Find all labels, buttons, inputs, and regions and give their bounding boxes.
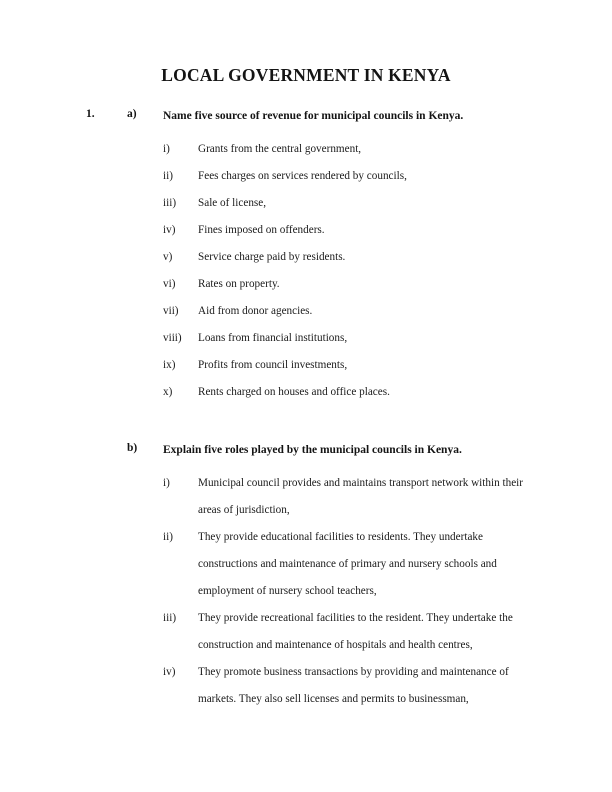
answer-item-marker: ii): [163, 170, 173, 182]
answer-item: [0, 271, 612, 298]
answer-item: [0, 659, 612, 705]
answer-item-text: Rates on property.: [198, 278, 280, 290]
answer-item-text: Loans from financial institutions,: [198, 332, 348, 344]
answer-item-text: Fees charges on services rendered by councils,: [198, 170, 407, 182]
answer-item-text: Aid from donor agencies.: [198, 305, 313, 317]
part-label-b: b): [127, 442, 138, 454]
answer-item: [0, 325, 612, 352]
answer-item-text: Grants from the central government,: [198, 143, 362, 155]
answer-item-text: They provide recreational facilities to the resident. They undertake the construction and maintenance of hospitals and health centres,: [198, 612, 513, 651]
answer-item-text: Fines imposed on offenders.: [198, 224, 325, 236]
part-prompt-b: Explain five roles played by the municipal councils in Kenya.: [163, 444, 462, 456]
answer-item-marker: iii): [163, 197, 177, 209]
answer-item-marker: iv): [163, 224, 176, 236]
answer-item-marker: viii): [163, 332, 182, 344]
answer-item-marker: i): [163, 477, 170, 489]
answer-item-text: Sale of license,: [198, 197, 267, 209]
page-title: LOCAL GOVERNMENT IN KENYA: [161, 65, 451, 85]
answer-item-marker: iv): [163, 666, 176, 678]
answer-item-marker: ii): [163, 531, 173, 543]
answer-item: [0, 379, 612, 406]
question-number: 1.: [86, 108, 95, 120]
answer-item: [0, 217, 612, 244]
answer-item-marker: x): [163, 386, 173, 398]
answer-item: [0, 244, 612, 271]
answer-item: [0, 298, 612, 325]
answer-item-marker: v): [163, 251, 173, 263]
answer-item-text: They provide educational facilities to residents. They undertake constructions and maintenance of primary and nursery schools and employment of nursery school teachers,: [198, 531, 497, 597]
answer-item: [0, 163, 612, 190]
answer-item-marker: vii): [163, 305, 179, 317]
answer-item-marker: ix): [163, 359, 176, 371]
part-label-a: a): [127, 108, 137, 120]
answer-item: [0, 524, 612, 597]
answer-item: [0, 605, 612, 651]
answer-item-text: Service charge paid by residents.: [198, 251, 346, 263]
answer-item-marker: i): [163, 143, 170, 155]
answer-item-marker: vi): [163, 278, 176, 290]
answer-item: [0, 190, 612, 217]
answer-item-marker: iii): [163, 612, 177, 624]
answer-item-text: They promote business transactions by providing and maintenance of markets. They also sell licenses and permits to businessman,: [198, 666, 509, 705]
part-prompt-a: Name five source of revenue for municipal councils in Kenya.: [163, 110, 464, 122]
answer-item-text: Municipal council provides and maintains transport network within their areas of jurisdiction,: [198, 477, 523, 516]
answer-item: [0, 470, 612, 516]
answer-item-text: Rents charged on houses and office places.: [198, 386, 390, 398]
answer-item: [0, 352, 612, 379]
answer-item-text: Profits from council investments,: [198, 359, 348, 371]
answer-item: [0, 136, 612, 163]
